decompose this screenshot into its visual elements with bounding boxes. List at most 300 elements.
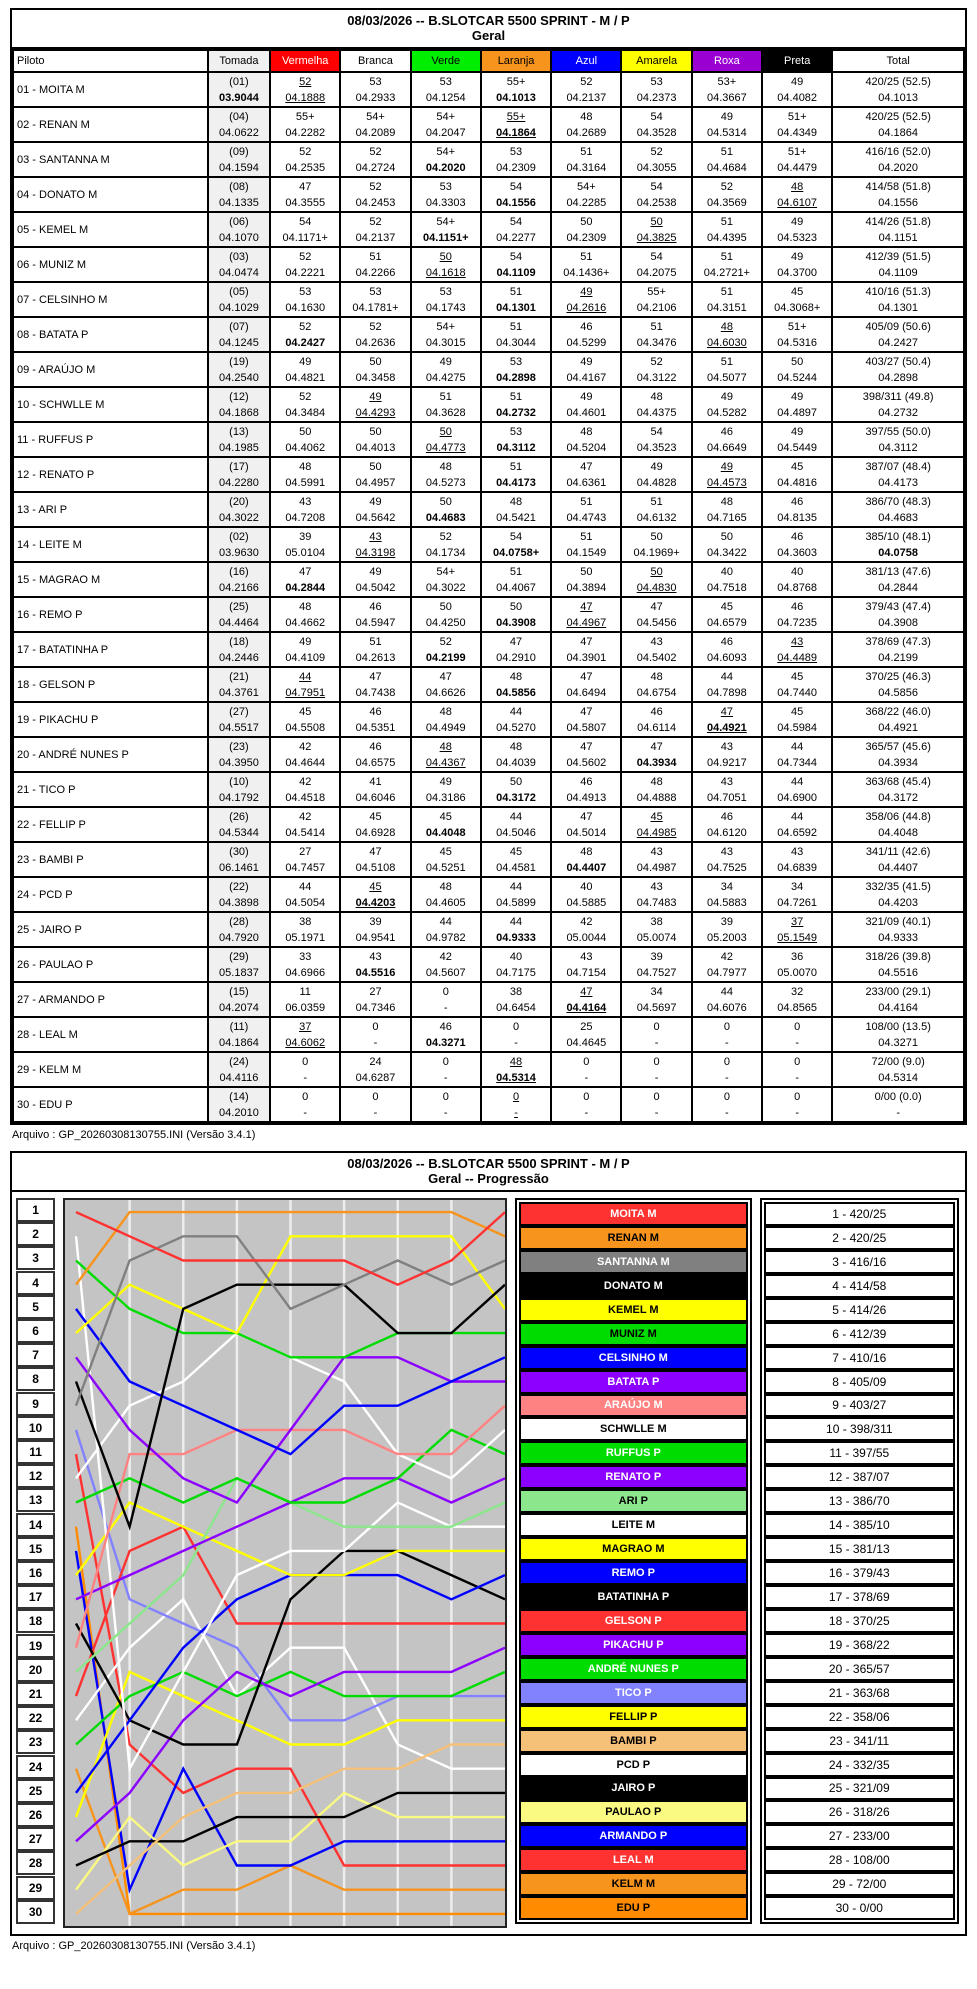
heat2-laps: 49 <box>369 390 382 403</box>
table-row <box>13 1087 964 1122</box>
tomada-cell <box>208 842 270 877</box>
results-title-line2: Geral <box>471 28 506 43</box>
heat4-time: 04.6454 <box>496 1001 536 1014</box>
tomada-cell <box>208 597 270 632</box>
heat-cell <box>411 597 481 632</box>
heat5-laps: 51 <box>580 250 593 263</box>
heat-cell <box>481 912 551 947</box>
heat8-laps: 34 <box>791 880 804 893</box>
legend-score-item: 13 - 386/70 <box>764 1489 955 1513</box>
heat6-laps: 50 <box>650 530 663 543</box>
heat1-time: 04.2844 <box>285 581 326 594</box>
heat6-time: 04.2373 <box>636 91 677 104</box>
heat-cell <box>340 597 410 632</box>
tomada-laps: (11) <box>229 1020 249 1033</box>
heat6-time: 04.1969+ <box>633 546 680 559</box>
total-laps: 381/13 (47.6) <box>865 565 931 578</box>
heat-cell <box>621 317 691 352</box>
total-laps: 420/25 (52.5) <box>865 75 931 88</box>
table-row <box>13 772 964 807</box>
heat1-time: 04.3484 <box>285 406 326 419</box>
total-laps: 365/57 (45.6) <box>865 740 931 753</box>
heat3-laps: 54+ <box>436 215 456 228</box>
heat-cell <box>481 142 551 177</box>
heat7-laps: 44 <box>720 670 734 683</box>
heat3-laps: 49 <box>439 775 452 788</box>
heat-cell <box>481 772 551 807</box>
tomada-time: 04.1864 <box>219 1036 259 1049</box>
heat5-time: - <box>584 1071 589 1084</box>
heat-cell <box>551 947 621 982</box>
heat-cell <box>340 282 410 317</box>
heat7-laps: 46 <box>720 635 734 648</box>
heat8-time: - <box>795 1071 799 1084</box>
heat1-laps: 49 <box>299 635 312 648</box>
heat3-time: 04.6626 <box>425 686 466 699</box>
heat7-laps: 51 <box>720 355 734 368</box>
heat6-laps: 54 <box>650 425 663 438</box>
position-number-box: 3 <box>16 1246 55 1270</box>
heat-cell <box>481 527 551 562</box>
heat6-laps: 48 <box>650 670 663 683</box>
heat-cell <box>270 772 340 807</box>
heat6-laps: 0 <box>653 1090 660 1103</box>
heat-cell <box>270 282 340 317</box>
heat4-time: 04.2277 <box>496 231 536 244</box>
tomada-cell <box>208 317 270 352</box>
heat2-laps: 46 <box>369 600 382 613</box>
legend-driver-item: FELLIP P <box>519 1705 748 1729</box>
heat2-laps: 49 <box>369 495 382 508</box>
heat3-laps: 0 <box>442 1055 449 1068</box>
heat7-laps: 0 <box>723 1090 730 1103</box>
heat8-laps: 45 <box>791 285 804 298</box>
heat-cell <box>551 177 621 212</box>
tomada-time: 04.1594 <box>219 161 259 174</box>
table-row <box>13 107 964 142</box>
heat8-laps: 51+ <box>787 110 807 123</box>
heat-cell <box>340 1052 410 1087</box>
heat-cell <box>340 737 410 772</box>
heat3-laps: 44 <box>439 915 452 928</box>
position-number-box: 4 <box>16 1271 55 1295</box>
heat-cell <box>762 1017 832 1052</box>
tomada-cell <box>208 1052 270 1087</box>
heat-cell <box>692 107 762 142</box>
position-number-box: 10 <box>16 1416 55 1440</box>
heat-cell <box>621 282 691 317</box>
results-table <box>12 49 965 1123</box>
heat-cell <box>481 352 551 387</box>
heat5-laps: 47 <box>580 670 593 683</box>
heat4-laps: 54 <box>509 215 523 228</box>
heat6-time: 04.3476 <box>636 336 677 349</box>
heat3-laps: 45 <box>439 845 452 858</box>
heat4-laps: 54 <box>509 250 523 263</box>
total-laps: 108/00 (13.5) <box>865 1020 931 1033</box>
tomada-laps: (27) <box>229 705 249 718</box>
pilot-cell: 03 - SANTANNA M <box>13 142 208 177</box>
heat-cell <box>762 72 832 107</box>
heat-cell <box>481 1087 551 1122</box>
heat-cell <box>270 457 340 492</box>
heat-cell <box>692 422 762 457</box>
tomada-time: 04.0474 <box>219 266 259 279</box>
heat4-time: 04.1864 <box>496 126 536 139</box>
heat1-time: 04.7951 <box>285 686 326 699</box>
heat-cell <box>621 142 691 177</box>
heat8-time: 04.5984 <box>777 721 818 734</box>
heat3-laps: 45 <box>439 810 452 823</box>
heat1-time: 04.5508 <box>285 721 326 734</box>
progression-plot <box>63 1198 507 1928</box>
heat4-time: 04.4067 <box>496 581 536 594</box>
heat8-laps: 46 <box>791 495 804 508</box>
heat-cell <box>481 877 551 912</box>
heat1-laps: 45 <box>299 705 312 718</box>
heat-cell <box>551 737 621 772</box>
legend-score-item: 27 - 233/00 <box>764 1824 955 1848</box>
heat-cell <box>762 982 832 1017</box>
pilot-cell: 18 - GELSON P <box>13 667 208 702</box>
heat8-laps: 43 <box>791 845 804 858</box>
table-row <box>13 737 964 772</box>
heat8-laps: 45 <box>791 705 804 718</box>
tomada-cell <box>208 1087 270 1122</box>
total-cell <box>832 632 964 667</box>
heat8-laps: 44 <box>791 740 804 753</box>
heat3-time: 04.4949 <box>425 721 466 734</box>
heat5-time: 04.5885 <box>566 896 607 909</box>
heat-cell <box>692 562 762 597</box>
heat5-time: 04.5014 <box>566 826 607 839</box>
total-cell <box>832 842 964 877</box>
total-laps: 405/09 (50.6) <box>865 320 931 333</box>
heat8-laps: 0 <box>794 1020 801 1033</box>
heat-cell <box>340 247 410 282</box>
heat1-time: 04.2427 <box>285 336 326 349</box>
heat2-time: 04.4013 <box>355 441 396 454</box>
column-header-verde: Verde <box>411 50 481 72</box>
heat4-laps: 0 <box>512 1020 520 1033</box>
heat4-laps: 50 <box>509 600 523 613</box>
heat8-laps: 45 <box>791 670 804 683</box>
heat-cell <box>621 912 691 947</box>
heat4-time: 04.0758+ <box>492 546 540 559</box>
heat1-time: 04.4109 <box>285 651 326 664</box>
tomada-cell <box>208 352 270 387</box>
heat2-time: 04.6928 <box>355 826 396 839</box>
heat2-time: 04.5108 <box>355 861 396 874</box>
heat5-laps: 25 <box>580 1020 593 1033</box>
heat3-time: - <box>443 1106 448 1119</box>
total-cell <box>832 562 964 597</box>
total-cell <box>832 212 964 247</box>
heat-cell <box>692 387 762 422</box>
heat8-laps: 40 <box>791 565 804 578</box>
heat6-laps: 0 <box>653 1055 660 1068</box>
heat4-laps: 51 <box>509 390 523 403</box>
heat6-time: - <box>654 1106 659 1119</box>
heat4-time: 04.5856 <box>496 686 536 699</box>
tomada-cell <box>208 107 270 142</box>
heat5-laps: 42 <box>580 915 593 928</box>
heat6-laps: 54 <box>650 180 663 193</box>
tomada-cell <box>208 422 270 457</box>
legend-score-item: 9 - 403/27 <box>764 1394 955 1418</box>
heat-cell <box>762 912 832 947</box>
heat5-time: 04.2285 <box>566 196 607 209</box>
heat5-laps: 47 <box>580 600 593 613</box>
heat2-laps: 49 <box>369 565 382 578</box>
heat8-time: - <box>795 1106 799 1119</box>
heat4-time: 04.2732 <box>496 406 536 419</box>
heat8-time: 04.6107 <box>777 196 818 209</box>
heat8-laps: 49 <box>791 250 804 263</box>
heat-cell <box>762 212 832 247</box>
heat2-laps: 27 <box>369 985 382 998</box>
tomada-cell <box>208 492 270 527</box>
heat-cell <box>481 842 551 877</box>
column-header-azul: Azul <box>551 50 621 72</box>
tomada-time: 04.5517 <box>219 721 259 734</box>
heat4-laps: 47 <box>509 635 523 648</box>
tomada-cell <box>208 562 270 597</box>
legend-driver-item: RENATO P <box>519 1465 748 1489</box>
heat-cell <box>270 72 340 107</box>
heat6-time: 04.4985 <box>636 826 677 839</box>
tomada-cell <box>208 282 270 317</box>
heat6-laps: 43 <box>650 845 663 858</box>
heat1-laps: 50 <box>299 425 312 438</box>
total-laps: 403/27 (50.4) <box>865 355 931 368</box>
column-header-amarela: Amarela <box>621 50 691 72</box>
column-header-laranja: Laranja <box>481 50 551 72</box>
heat-cell <box>270 912 340 947</box>
heat8-time: 04.6592 <box>777 826 818 839</box>
heat-cell <box>340 492 410 527</box>
legend-score-item: 22 - 358/06 <box>764 1705 955 1729</box>
tomada-time: 04.3950 <box>219 756 259 769</box>
heat-cell <box>621 1052 691 1087</box>
tomada-laps: (29) <box>229 950 249 963</box>
position-number-box: 11 <box>16 1440 55 1464</box>
progression-chart-row <box>12 1192 965 1934</box>
heat3-laps: 48 <box>439 460 452 473</box>
heat4-laps: 48 <box>509 670 523 683</box>
legend-score-item: 24 - 332/35 <box>764 1753 955 1777</box>
heat-cell <box>762 352 832 387</box>
legend-driver-item: BATATINHA P <box>519 1585 748 1609</box>
heat2-laps: 0 <box>372 1020 379 1033</box>
heat-cell <box>692 352 762 387</box>
tomada-cell <box>208 72 270 107</box>
heat1-laps: 43 <box>299 495 312 508</box>
heat2-time: 04.7346 <box>355 1001 396 1014</box>
heat6-time: 04.2538 <box>636 196 677 209</box>
heat6-time: 04.4375 <box>636 406 677 419</box>
heat-cell <box>762 1087 832 1122</box>
pilot-cell: 22 - FELLIP P <box>13 807 208 842</box>
total-cell <box>832 1052 964 1087</box>
tomada-laps: (05) <box>229 285 249 298</box>
heat3-time: 04.4773 <box>425 441 466 454</box>
heat6-time: 04.3122 <box>636 371 677 384</box>
heat3-time: 04.4605 <box>425 896 466 909</box>
position-number-box: 12 <box>16 1464 55 1488</box>
heat7-time: 04.7518 <box>707 581 747 594</box>
heat8-laps: 44 <box>791 775 804 788</box>
heat7-time: 04.4684 <box>707 161 747 174</box>
heat1-laps: 49 <box>299 355 312 368</box>
total-cell <box>832 352 964 387</box>
table-row <box>13 317 964 352</box>
heat-cell <box>692 177 762 212</box>
total-laps: 363/68 (45.4) <box>865 775 931 788</box>
table-row <box>13 527 964 562</box>
heat4-time: 04.1013 <box>496 91 536 104</box>
heat-cell <box>270 877 340 912</box>
heat8-time: 04.8565 <box>777 1001 818 1014</box>
heat2-laps: 50 <box>369 355 382 368</box>
position-number-box: 6 <box>16 1319 55 1343</box>
heat-cell <box>762 877 832 912</box>
heat-cell <box>621 947 691 982</box>
heat-cell <box>411 387 481 422</box>
heat-cell <box>692 282 762 317</box>
progression-title-line2: Geral -- Progressão <box>428 1171 549 1186</box>
heat-cell <box>270 597 340 632</box>
heat3-time: 04.1618 <box>425 266 466 279</box>
heat1-laps: 0 <box>302 1055 309 1068</box>
heat-cell <box>762 702 832 737</box>
heat-cell <box>411 842 481 877</box>
heat2-time: 04.2724 <box>355 161 396 174</box>
total-time: 04.4203 <box>878 896 919 909</box>
legend-score-item: 30 - 0/00 <box>764 1896 955 1920</box>
pilot-cell: 08 - BATATA P <box>13 317 208 352</box>
heat3-time: 04.3628 <box>425 406 466 419</box>
total-laps: 416/16 (52.0) <box>865 145 931 158</box>
position-number-box: 27 <box>16 1827 55 1851</box>
heat-cell <box>692 457 762 492</box>
heat6-laps: 34 <box>650 985 663 998</box>
total-cell <box>832 772 964 807</box>
heat2-time: 04.2613 <box>355 651 396 664</box>
tomada-laps: (08) <box>229 180 249 193</box>
heat-cell <box>551 107 621 142</box>
heat6-laps: 48 <box>650 775 663 788</box>
legend-score-item: 3 - 416/16 <box>764 1250 955 1274</box>
heat-cell <box>621 177 691 212</box>
heat6-time: 04.3528 <box>636 126 677 139</box>
heat7-laps: 51 <box>720 215 734 228</box>
heat4-time: 04.2309 <box>496 161 536 174</box>
heat8-time: 04.7440 <box>777 686 818 699</box>
tomada-time: 04.1245 <box>219 336 259 349</box>
heat-cell <box>621 457 691 492</box>
heat-cell <box>762 807 832 842</box>
heat4-laps: 48 <box>509 495 523 508</box>
heat-cell <box>551 457 621 492</box>
heat7-laps: 49 <box>720 390 734 403</box>
heat4-time: 04.9333 <box>496 931 536 944</box>
tomada-cell <box>208 387 270 422</box>
heat-cell <box>551 1017 621 1052</box>
driver-name-legend <box>515 1198 752 1924</box>
position-number-box: 20 <box>16 1658 55 1682</box>
heat-cell <box>270 247 340 282</box>
heat1-time: 04.5054 <box>285 896 326 909</box>
heat1-laps: 42 <box>299 810 312 823</box>
heat-cell <box>411 562 481 597</box>
heat-cell <box>692 1017 762 1052</box>
column-header-branca: Branca <box>340 50 410 72</box>
heat-cell <box>621 597 691 632</box>
heat-cell <box>762 492 832 527</box>
heat1-time: 04.6062 <box>285 1036 326 1049</box>
heat6-laps: 51 <box>650 495 663 508</box>
total-laps: 387/07 (48.4) <box>865 460 931 473</box>
heat1-time: 04.4518 <box>285 791 326 804</box>
tomada-cell <box>208 457 270 492</box>
heat-cell <box>340 807 410 842</box>
heat1-time: 04.6966 <box>285 966 326 979</box>
heat3-laps: 50 <box>439 495 452 508</box>
legend-score-item: 4 - 414/58 <box>764 1274 955 1298</box>
heat-cell <box>270 1087 340 1122</box>
tomada-time: 04.2280 <box>219 476 259 489</box>
total-time: 04.4407 <box>878 861 919 874</box>
tomada-time: 03.9630 <box>219 546 259 559</box>
heat-cell <box>411 142 481 177</box>
heat8-laps: 46 <box>791 530 804 543</box>
pilot-cell: 04 - DONATO M <box>13 177 208 212</box>
heat-cell <box>340 842 410 877</box>
heat5-time: 04.5299 <box>566 336 607 349</box>
legend-driver-item: LEITE M <box>519 1513 748 1537</box>
heat-cell <box>481 212 551 247</box>
heat6-laps: 54 <box>650 250 663 263</box>
heat-cell <box>762 527 832 562</box>
legend-driver-item: EDU P <box>519 1896 748 1920</box>
heat1-laps: 37 <box>299 1020 312 1033</box>
pilot-cell: 15 - MAGRAO M <box>13 562 208 597</box>
tomada-laps: (28) <box>229 915 249 928</box>
heat5-laps: 47 <box>580 810 593 823</box>
heat4-laps: 51 <box>509 285 523 298</box>
heat8-laps: 49 <box>791 75 804 88</box>
position-number-box: 1 <box>16 1198 55 1222</box>
total-laps: 414/58 (51.8) <box>865 180 931 193</box>
heat8-time: 04.4816 <box>777 476 818 489</box>
heat3-laps: 54+ <box>436 110 456 123</box>
heat-cell <box>270 352 340 387</box>
table-row <box>13 562 964 597</box>
table-row <box>13 352 964 387</box>
heat6-laps: 43 <box>650 635 663 648</box>
position-number-box: 30 <box>16 1900 55 1924</box>
table-row <box>13 807 964 842</box>
heat3-time: 04.1254 <box>425 91 466 104</box>
heat3-laps: 0 <box>442 985 449 998</box>
heat-cell <box>621 527 691 562</box>
heat-cell <box>340 912 410 947</box>
tomada-cell <box>208 667 270 702</box>
progression-line-chart <box>65 1200 505 1926</box>
heat-cell <box>270 387 340 422</box>
heat5-laps: 0 <box>583 1090 590 1103</box>
